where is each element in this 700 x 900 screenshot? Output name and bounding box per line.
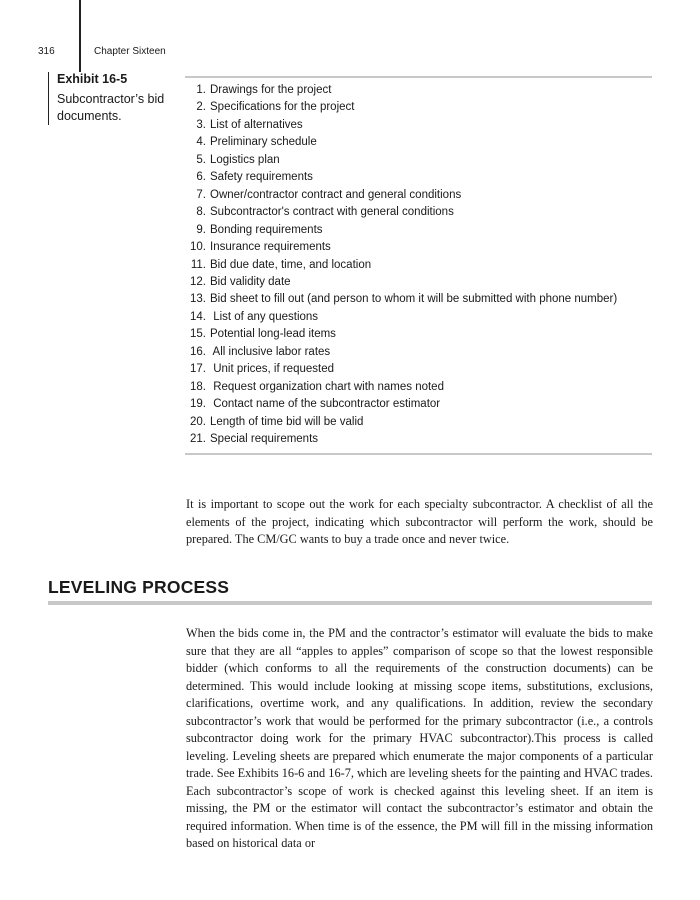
intro-paragraph: It is important to scope out the work for each specialty subcontractor. A checklist of all the elements of the project, indicating which subcontractor will perform the work, should be prepared. The CM/GC wants to buy a trade once and never twice. (186, 497, 653, 546)
list-item: 16. All inclusive labor rates (190, 345, 331, 358)
list-item: 8. Subcontractor's contract with general conditions (196, 206, 454, 219)
list-item: 5. Logistics plan (196, 153, 280, 166)
exhibit-sidebar (48, 72, 185, 125)
body-paragraph: When the bids come in, the PM and the contractor’s estimator will evaluate the bids to make sure that they are all “apples to apples” comparison of scope so that the lowest responsible bidder (which conforms to all the requirements of the construction documents) can be determined. This would include looking at missing scope items, substitutions, exclusions, clarifications, overtime work, and any qualifications. In addition, review the secondary subcontractor’s work that would be performed for the primary subcontractor (i.e., a controls subcontractor doing work for the primary HVAC subcontractor).This process is called leveling. Leveling sheets are prepared which enumerate the major components of a particular trade. See Exhibits 16-6 and 16-7, which are leveling sheets for the painting and HVAC trades. Each subcontractor’s scope of work is checked against this leveling sheet. If an item is missing, the PM or the estimator will contact the subcontractor’s estimator and obtain the required information. When time is of the essence, the PM will fill in the missing information based on historical data or (186, 626, 653, 850)
list-item: 3. List of alternatives (196, 118, 303, 131)
list-item: 4. Preliminary schedule (196, 136, 317, 149)
bid-documents-list (185, 76, 652, 455)
list-item: 18. Request organization chart with names noted (190, 380, 444, 393)
list-item: 7. Owner/contractor contract and general conditions (196, 188, 462, 201)
list-item: 14. List of any questions (190, 310, 319, 323)
list-item: 20. Length of time bid will be valid (190, 415, 364, 428)
list-item: 17. Unit prices, if requested (190, 363, 335, 376)
list-item: 12. Bid validity date (190, 275, 291, 288)
list-item: 11. Bid due date, time, and location (190, 258, 372, 271)
running-head (38, 46, 166, 57)
list-item: 15. Potential long-lead items (190, 328, 336, 341)
list-item: 1. Drawings for the project (196, 84, 332, 96)
list-item: 2. Specifications for the project (196, 101, 355, 114)
exhibit-caption: Subcontractor’s bid documents. (57, 92, 165, 123)
chapter-title: Chapter Sixteen (94, 46, 166, 57)
section-heading-block (48, 577, 652, 605)
header-rule (79, 0, 81, 72)
list-item: 9. Bonding requirements (196, 223, 323, 236)
page-number: 316 (38, 46, 55, 57)
exhibit-label: Exhibit 16-5 (57, 72, 128, 86)
section-heading: LEVELING PROCESS (48, 577, 230, 597)
list-item: 6. Safety requirements (196, 171, 313, 184)
list-item: 19. Contact name of the subcontractor estimator (190, 398, 441, 411)
list-item: 13. Bid sheet to fill out (and person to whom it will be submitted with phone number) (190, 293, 618, 306)
list-item: 21. Special requirements (190, 433, 319, 446)
list-item: 10. Insurance requirements (190, 241, 331, 254)
